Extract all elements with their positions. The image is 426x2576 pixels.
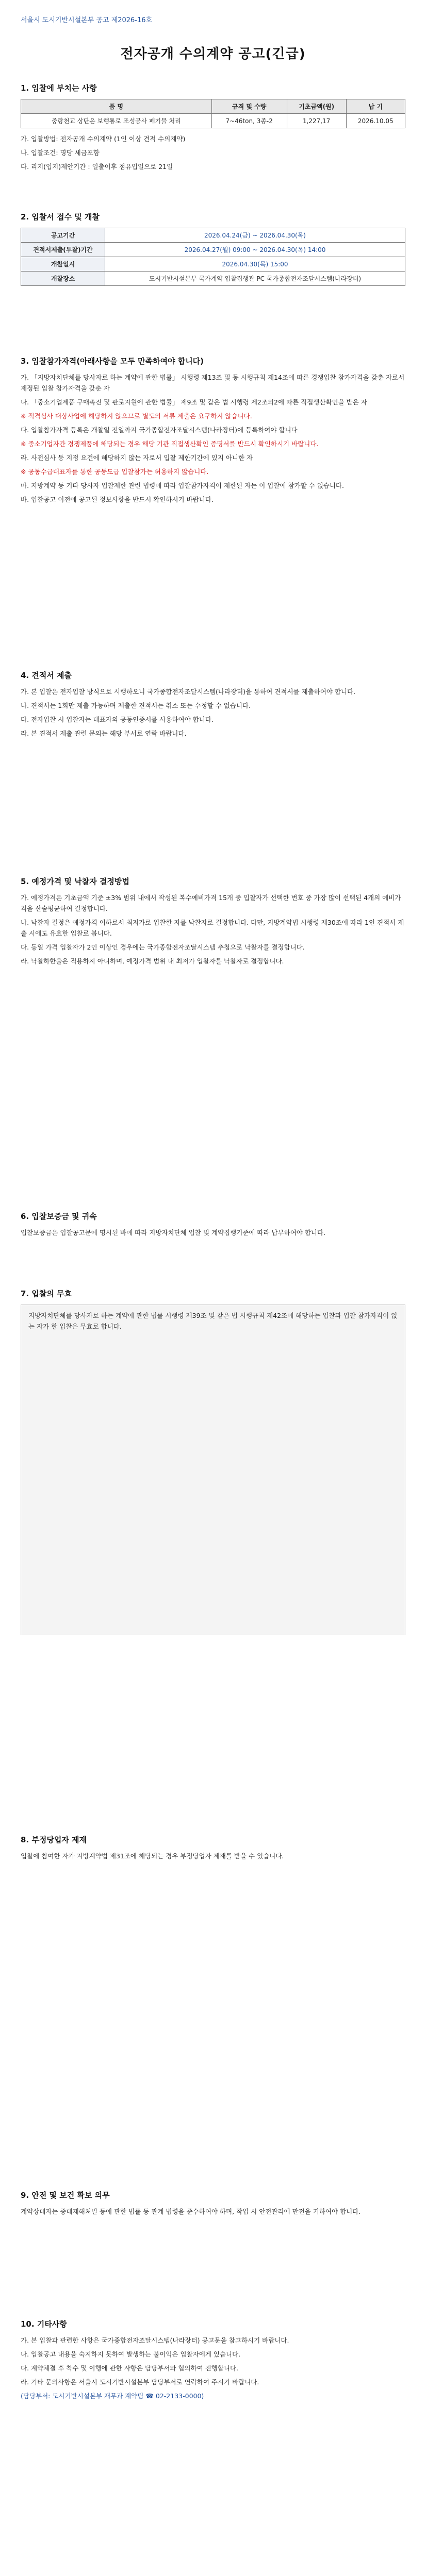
col-header: 규격 및 수량 bbox=[211, 99, 287, 114]
section5-item: 나. 낙찰자 결정은 예정가격 이하로서 최저가로 입찰한 자를 낙찰자로 결정합니다. 다만, 지방계약법 시행령 제30조에 따라 1인 견적서 제출 시에도 유효한 입찰로 봅니다. bbox=[21, 919, 404, 937]
table-row bbox=[21, 243, 405, 257]
cell-item: 중랑천교 상단은 보행통로 조성공사 폐기물 처리 bbox=[21, 114, 212, 128]
notice-number: 서울시 도시기반시설본부 공고 제2026-16호 bbox=[21, 16, 153, 24]
section4-heading: 4. 견적서 제출 bbox=[21, 671, 72, 680]
section3-extra: 마. 지방계약 등 기타 당사자 입찰제한 관련 법령에 따라 입찰참가자격이 제한된 자는 이 입찰에 참가할 수 없습니다. bbox=[21, 482, 344, 489]
section2-table-wrap bbox=[21, 228, 405, 286]
section7-heading: 7. 입찰의 무효 bbox=[21, 1289, 72, 1298]
section9-body bbox=[21, 2206, 405, 2220]
section9-text: 계약상대자는 중대재해처벌 등에 관한 법률 등 관계 법령을 준수하여야 하며, 작업 시 안전관리에 만전을 기하여야 합니다. bbox=[21, 2208, 361, 2215]
section4-item: 가. 본 입찰은 전자입찰 방식으로 시행하오니 국가종합전자조달시스템(나라장터)을 통하여 견적서를 제출하여야 합니다. bbox=[21, 688, 356, 696]
row-value: 2026.04.30(목) 15:00 bbox=[105, 257, 405, 272]
row-value: 2026.04.24(금) ~ 2026.04.30(목) bbox=[105, 228, 405, 243]
section5-item: 라. 낙찰하한율은 적용하지 아니하며, 예정가격 범위 내 최저가 입찰자를 낙찰자로 결정합니다. bbox=[21, 957, 284, 965]
section3-red-note: ※ 공동수급대표자를 통한 공동도급 입찰참가는 허용하지 않습니다. bbox=[21, 468, 209, 476]
section10-item: 라. 기타 문의사항은 서울시 도시기반시설본부 담당부서로 연락하여 주시기 바랍니다. bbox=[21, 2378, 259, 2386]
cell-due: 2026.10.05 bbox=[346, 114, 405, 128]
section3-paragraph: 라. 사전심사 등 지정 요건에 해당하지 않는 자로서 입찰 제한기간에 있지 아니한 자 bbox=[21, 454, 253, 462]
section10-contact: (담당부서: 도시기반시설본부 재무과 계약팀 ☎ 02-2133-0000) bbox=[21, 2392, 204, 2400]
row-label: 개찰일시 bbox=[21, 257, 105, 272]
section6-body bbox=[21, 1227, 405, 1241]
section6-text: 입찰보증금은 입찰공고문에 명시된 바에 따라 지방자치단체 입찰 및 계약집행기준에 따라 납부하여야 합니다. bbox=[21, 1229, 326, 1236]
col-header: 기초금액(원) bbox=[287, 99, 346, 114]
section5-heading: 5. 예정가격 및 낙찰자 결정방법 bbox=[21, 877, 129, 886]
section5-item: 가. 예정가격은 기초금액 기준 ±3% 범위 내에서 작성된 복수예비가격 15개 중 입찰자가 선택한 번호 중 가장 많이 선택된 4개의 예비가격을 산술평균하여 결정합니다. bbox=[21, 894, 401, 912]
row-value: 2026.04.27(월) 09:00 ~ 2026.04.30(목) 14:00 bbox=[105, 243, 405, 257]
section3-body bbox=[21, 372, 405, 508]
section3-red-note: ※ 적격심사 대상사업에 해당하지 않으므로 별도의 서류 제출은 요구하지 않습니다. bbox=[21, 412, 252, 420]
section8-heading: 8. 부정당업자 제재 bbox=[21, 1835, 87, 1844]
section3-paragraph: 다. 입찰참가자격 등록은 개찰일 전일까지 국가종합전자조달시스템(나라장터)에 등록하여야 합니다 bbox=[21, 426, 298, 434]
section3-heading: 3. 입찰참가자격(아래사항을 모두 만족하여야 합니다) bbox=[21, 357, 204, 366]
section2-table bbox=[21, 228, 405, 286]
section1-note: 나. 입찰조건: 명당 세금포함 bbox=[21, 149, 100, 157]
row-value: 도시기반시설본부 국가계약 입찰집행관 PC 국가종합전자조달시스템(나라장터) bbox=[105, 272, 405, 286]
section4-item: 라. 본 견적서 제출 관련 문의는 해당 부서로 연락 바랍니다. bbox=[21, 730, 187, 737]
col-header: 납 기 bbox=[346, 99, 405, 114]
section4-item: 다. 전자입찰 시 입찰자는 대표자의 공동인증서를 사용하여야 합니다. bbox=[21, 716, 214, 723]
section10-item: 나. 입찰공고 내용을 숙지하지 못하여 발생하는 불이익은 입찰자에게 있습니다. bbox=[21, 2350, 241, 2358]
section5-body bbox=[21, 892, 405, 970]
section3-red-note: ※ 중소기업자간 경쟁제품에 해당되는 경우 해당 기관 직접생산확인 증명서를 반드시 확인하시기 바랍니다. bbox=[21, 440, 319, 448]
section10-heading: 10. 기타사항 bbox=[21, 2319, 67, 2329]
section3-extra: 바. 입찰공고 이전에 공고된 정보사항을 반드시 확인하시기 바랍니다. bbox=[21, 496, 214, 503]
section1-table-wrap bbox=[21, 99, 405, 175]
section1-table bbox=[21, 99, 405, 128]
table-row bbox=[21, 272, 405, 286]
row-label: 개찰장소 bbox=[21, 272, 105, 286]
cell-amount: 1,227,17 bbox=[287, 114, 346, 128]
section1-note: 다. 리지(입지)제안기간 : 일출이후 점유입일으로 21일 bbox=[21, 163, 173, 171]
cell-spec: 7~46ton, 3종-2 bbox=[211, 114, 287, 128]
section1-note: 가. 입찰방법: 전자공개 수의계약 (1인 이상 견적 수의계약) bbox=[21, 135, 186, 143]
section3-paragraph: 가. 「지방자치단체를 당사자로 하는 계약에 관한 법률」 시행령 제13조 및 동 시행규칙 제14조에 따른 경쟁입찰 참가자격을 갖춘 자로서 제정된 입찰 참가자격을 갖춘 자 bbox=[21, 374, 405, 392]
page-title: 전자공개 수의계약 공고(긴급) bbox=[120, 46, 306, 62]
section6-heading: 6. 입찰보증금 및 귀속 bbox=[21, 1212, 97, 1221]
section7-text: 지방자치단체를 당사자로 하는 계약에 관한 법률 시행령 제39조 및 같은 법 시행규칙 제42조에 해당하는 입찰과 입찰 참가자격이 없는 자가 한 입찰은 무효로 합니다. bbox=[28, 1312, 398, 1330]
table-row bbox=[21, 114, 405, 128]
row-label: 견적서제출(투찰)기간 bbox=[21, 243, 105, 257]
table-row bbox=[21, 257, 405, 272]
section7-body bbox=[21, 1304, 405, 1635]
section10-item: 가. 본 입찰과 관련한 사항은 국가종합전자조달시스템(나라장터) 공고문을 참고하시기 바랍니다. bbox=[21, 2336, 289, 2344]
section10-item: 다. 계약체결 후 착수 및 이행에 관한 사항은 담당부서와 협의하여 진행합니다. bbox=[21, 2364, 239, 2372]
section1-heading: 1. 입찰에 부치는 사항 bbox=[21, 83, 97, 93]
row-label: 공고기간 bbox=[21, 228, 105, 243]
col-header: 품 명 bbox=[21, 99, 212, 114]
section2-heading: 2. 입찰서 접수 및 개찰 bbox=[21, 212, 100, 222]
section10-body bbox=[21, 2335, 405, 2404]
section8-body bbox=[21, 1851, 405, 1865]
section5-item: 다. 동일 가격 입찰자가 2인 이상인 경우에는 국가종합전자조달시스템 추첨으로 낙찰자를 결정합니다. bbox=[21, 943, 305, 951]
section4-body bbox=[21, 686, 405, 742]
section9-heading: 9. 안전 및 보건 확보 의무 bbox=[21, 2191, 110, 2200]
table-row bbox=[21, 228, 405, 243]
section4-item: 나. 견적서는 1회만 제출 가능하며 제출한 견적서는 취소 또는 수정할 수 없습니다. bbox=[21, 702, 251, 709]
section3-paragraph: 나. 「중소기업제품 구매촉진 및 판로지원에 관한 법률」 제9조 및 같은 법 시행령 제2조의2에 따른 직접생산확인을 받은 자 bbox=[21, 398, 367, 406]
section8-text: 입찰에 참여한 자가 지방계약법 제31조에 해당되는 경우 부정당업자 제재를 받을 수 있습니다. bbox=[21, 1852, 284, 1860]
